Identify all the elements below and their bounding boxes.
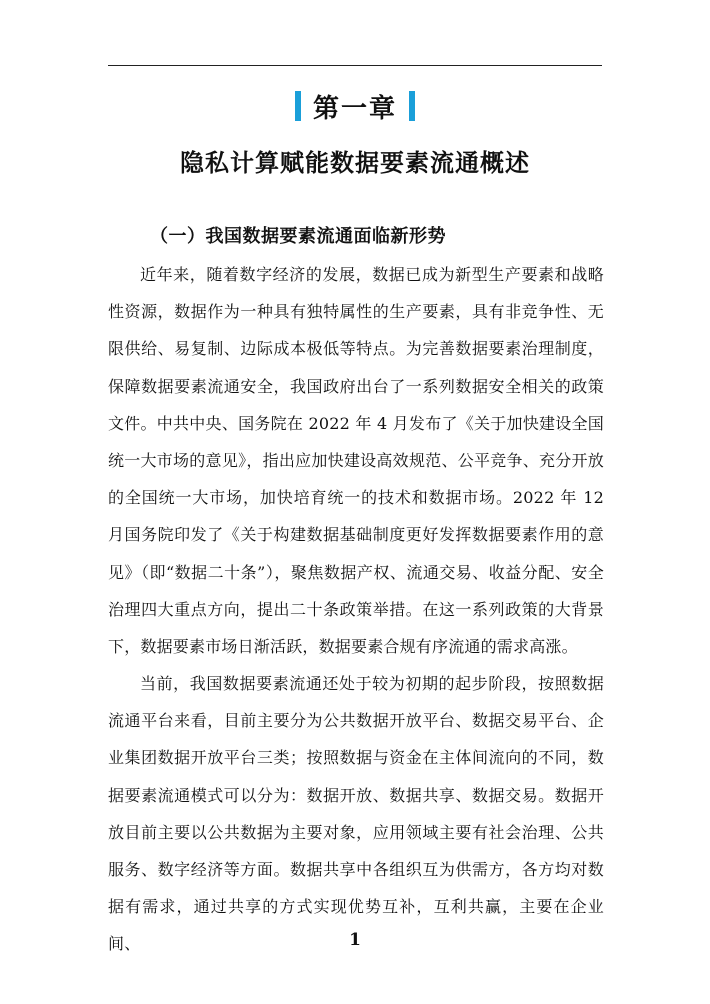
body-paragraph-2-container	[108, 665, 604, 963]
body-paragraph-1-container	[108, 256, 604, 665]
header-rule	[108, 65, 602, 66]
chapter-heading	[0, 86, 710, 126]
chapter-label: 第一章	[312, 93, 397, 124]
chapter-accent-bar-left	[295, 91, 301, 121]
body-paragraph: 近年来，随着数字经济的发展，数据已成为新型生产要素和战略性资源，数据作为一种具有独特属性的生产要素，具有非竞争性、无限供给、易复制、边际成本极低等特点。为完善数据要素治理制度，保障数据要素流通安全，我国政府出台了一系列数据安全相关的政策文件。中共中央、国务院在 2022 年 4 月发布了《关于加快建设全国统一大市场的意见》，指出应加快建设高效规范、公平竞争、充分开放的全国统一大市场，加快培育统一的技术和数据市场。2022 年 12 月国务院印发了《关于构建数据基础制度更好发挥数据要素作用的意见》（即“数据二十条”），聚焦数据产权、流通交易、收益分配、安全治理四大重点方向，提出二十条政策举措。在这一系列政策的大背景下，数据要素市场日渐活跃，数据要素合规有序流通的需求高涨。	[108, 265, 604, 657]
chapter-title: 隐私计算赋能数据要素流通概述	[180, 149, 530, 177]
chapter-accent-bar-right	[409, 91, 415, 121]
section-heading: （一）我国数据要素流通面临新形势	[150, 226, 446, 247]
page-number: 1	[349, 930, 361, 950]
body-paragraph: 当前，我国数据要素流通还处于较为初期的起步阶段，按照数据流通平台来看，目前主要分为公共数据开放平台、数据交易平台、企业集团数据开放平台三类；按照数据与资金在主体间流向的不同，数据要素流通模式可以分为：数据开放、数据共享、数据交易。数据开放目前主要以公共数据为主要对象，应用领域主要有社会治理、公共服务、数字经济等方面。数据共享中各组织互为供需方，各方均对数据有需求，通过共享的方式实现优势互补，互利共赢，主要在企业间、	[108, 674, 604, 954]
